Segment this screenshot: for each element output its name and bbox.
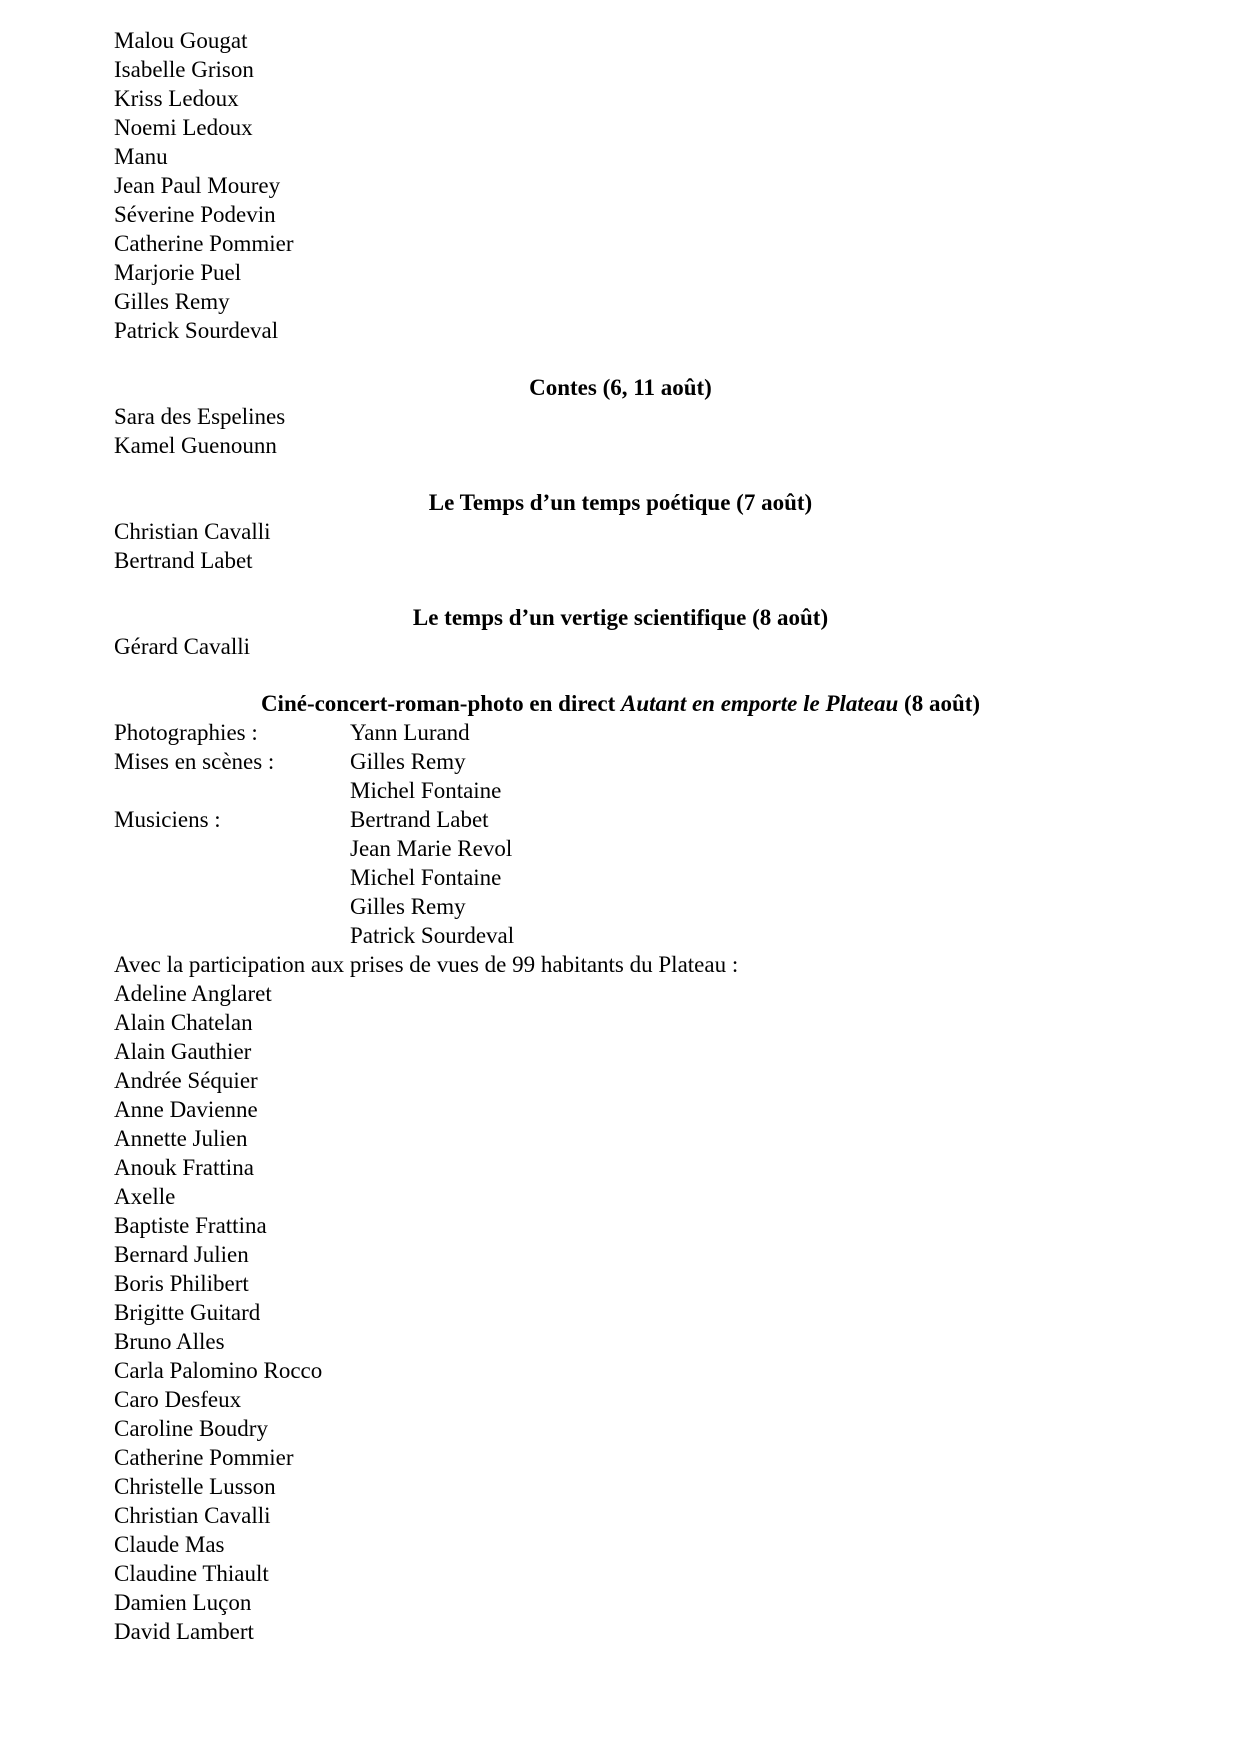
credit-row	[114, 892, 1127, 921]
list-item: Manu	[114, 144, 168, 169]
list-item: Claude Mas	[114, 1532, 225, 1557]
credit-value: Gilles Remy	[350, 894, 466, 919]
list-item: Catherine Pommier	[114, 1445, 294, 1470]
list-item: Kriss Ledoux	[114, 86, 239, 111]
list-item: Christelle Lusson	[114, 1474, 276, 1499]
top-name-list	[114, 26, 1127, 345]
credit-value: Michel Fontaine	[350, 778, 502, 803]
participation-intro: Avec la participation aux prises de vues de 99 habitants du Plateau :	[114, 952, 739, 977]
heading-suffix: (8 août)	[898, 691, 981, 716]
credit-row	[114, 834, 1127, 863]
section-heading-contes: Contes (6, 11 août)	[529, 375, 712, 400]
document-content	[114, 26, 1127, 1646]
list-item: Baptiste Frattina	[114, 1213, 267, 1238]
list-item: Marjorie Puel	[114, 260, 242, 285]
list-item: Adeline Anglaret	[114, 981, 272, 1006]
heading-prefix: Ciné-concert-roman-photo en direct	[260, 691, 621, 716]
spacer	[114, 460, 1127, 488]
participant-list	[114, 979, 1127, 1646]
credit-label	[114, 834, 350, 863]
spacer	[114, 345, 1127, 373]
credit-row	[114, 805, 1127, 834]
credit-row	[114, 921, 1127, 950]
credit-label	[114, 776, 350, 805]
credit-row	[114, 747, 1127, 776]
list-item: Isabelle Grison	[114, 57, 254, 82]
list-item: Bertrand Labet	[114, 548, 253, 573]
credit-label: Mises en scènes :	[114, 749, 275, 774]
list-item: Patrick Sourdeval	[114, 318, 279, 343]
list-item: Sara des Espelines	[114, 404, 286, 429]
list-item: Caro Desfeux	[114, 1387, 242, 1412]
list-item: Kamel Guenounn	[114, 433, 277, 458]
list-item: Jean Paul Mourey	[114, 173, 281, 198]
list-item: Noemi Ledoux	[114, 115, 253, 140]
credit-row	[114, 863, 1127, 892]
credit-value: Patrick Sourdeval	[350, 923, 515, 948]
heading-title: Autant en emporte le Plateau	[621, 691, 899, 716]
credit-value: Gilles Remy	[350, 749, 466, 774]
list-item: Andrée Séquier	[114, 1068, 258, 1093]
credit-value: Yann Lurand	[350, 720, 470, 745]
list-item: Brigitte Guitard	[114, 1300, 261, 1325]
list-item: Anouk Frattina	[114, 1155, 254, 1180]
list-item: Catherine Pommier	[114, 231, 294, 256]
list-item: Boris Philibert	[114, 1271, 249, 1296]
list-item: Anne Davienne	[114, 1097, 258, 1122]
credit-label	[114, 892, 350, 921]
list-item: Axelle	[114, 1184, 176, 1209]
list-item: David Lambert	[114, 1619, 254, 1644]
list-item: Claudine Thiault	[114, 1561, 269, 1586]
list-item: Christian Cavalli	[114, 1503, 271, 1528]
section-heading-poetique: Le Temps d’un temps poétique (7 août)	[428, 490, 813, 515]
list-item: Christian Cavalli	[114, 519, 271, 544]
list-item: Damien Luçon	[114, 1590, 252, 1615]
list-item: Alain Gauthier	[114, 1039, 252, 1064]
credit-label: Musiciens :	[114, 807, 221, 832]
section-heading-cine-concert	[114, 689, 1127, 718]
section-heading-scientifique: Le temps d’un vertige scientifique (8 août)	[412, 605, 829, 630]
list-item: Alain Chatelan	[114, 1010, 253, 1035]
credit-label	[114, 921, 350, 950]
list-item: Gilles Remy	[114, 289, 230, 314]
list-item: Gérard Cavalli	[114, 634, 251, 659]
spacer	[114, 575, 1127, 603]
list-item: Bruno Alles	[114, 1329, 225, 1354]
credit-value: Michel Fontaine	[350, 865, 502, 890]
list-item: Séverine Podevin	[114, 202, 276, 227]
list-item: Caroline Boudry	[114, 1416, 268, 1441]
list-item: Carla Palomino Rocco	[114, 1358, 323, 1383]
list-item: Malou Gougat	[114, 28, 248, 53]
spacer	[114, 661, 1127, 689]
credit-value: Jean Marie Revol	[350, 836, 513, 861]
credit-row	[114, 718, 1127, 747]
list-item: Annette Julien	[114, 1126, 248, 1151]
credits-table	[114, 718, 1127, 950]
credit-value: Bertrand Labet	[350, 807, 489, 832]
credit-row	[114, 776, 1127, 805]
credit-label	[114, 863, 350, 892]
list-item: Bernard Julien	[114, 1242, 249, 1267]
credit-label: Photographies :	[114, 720, 258, 745]
